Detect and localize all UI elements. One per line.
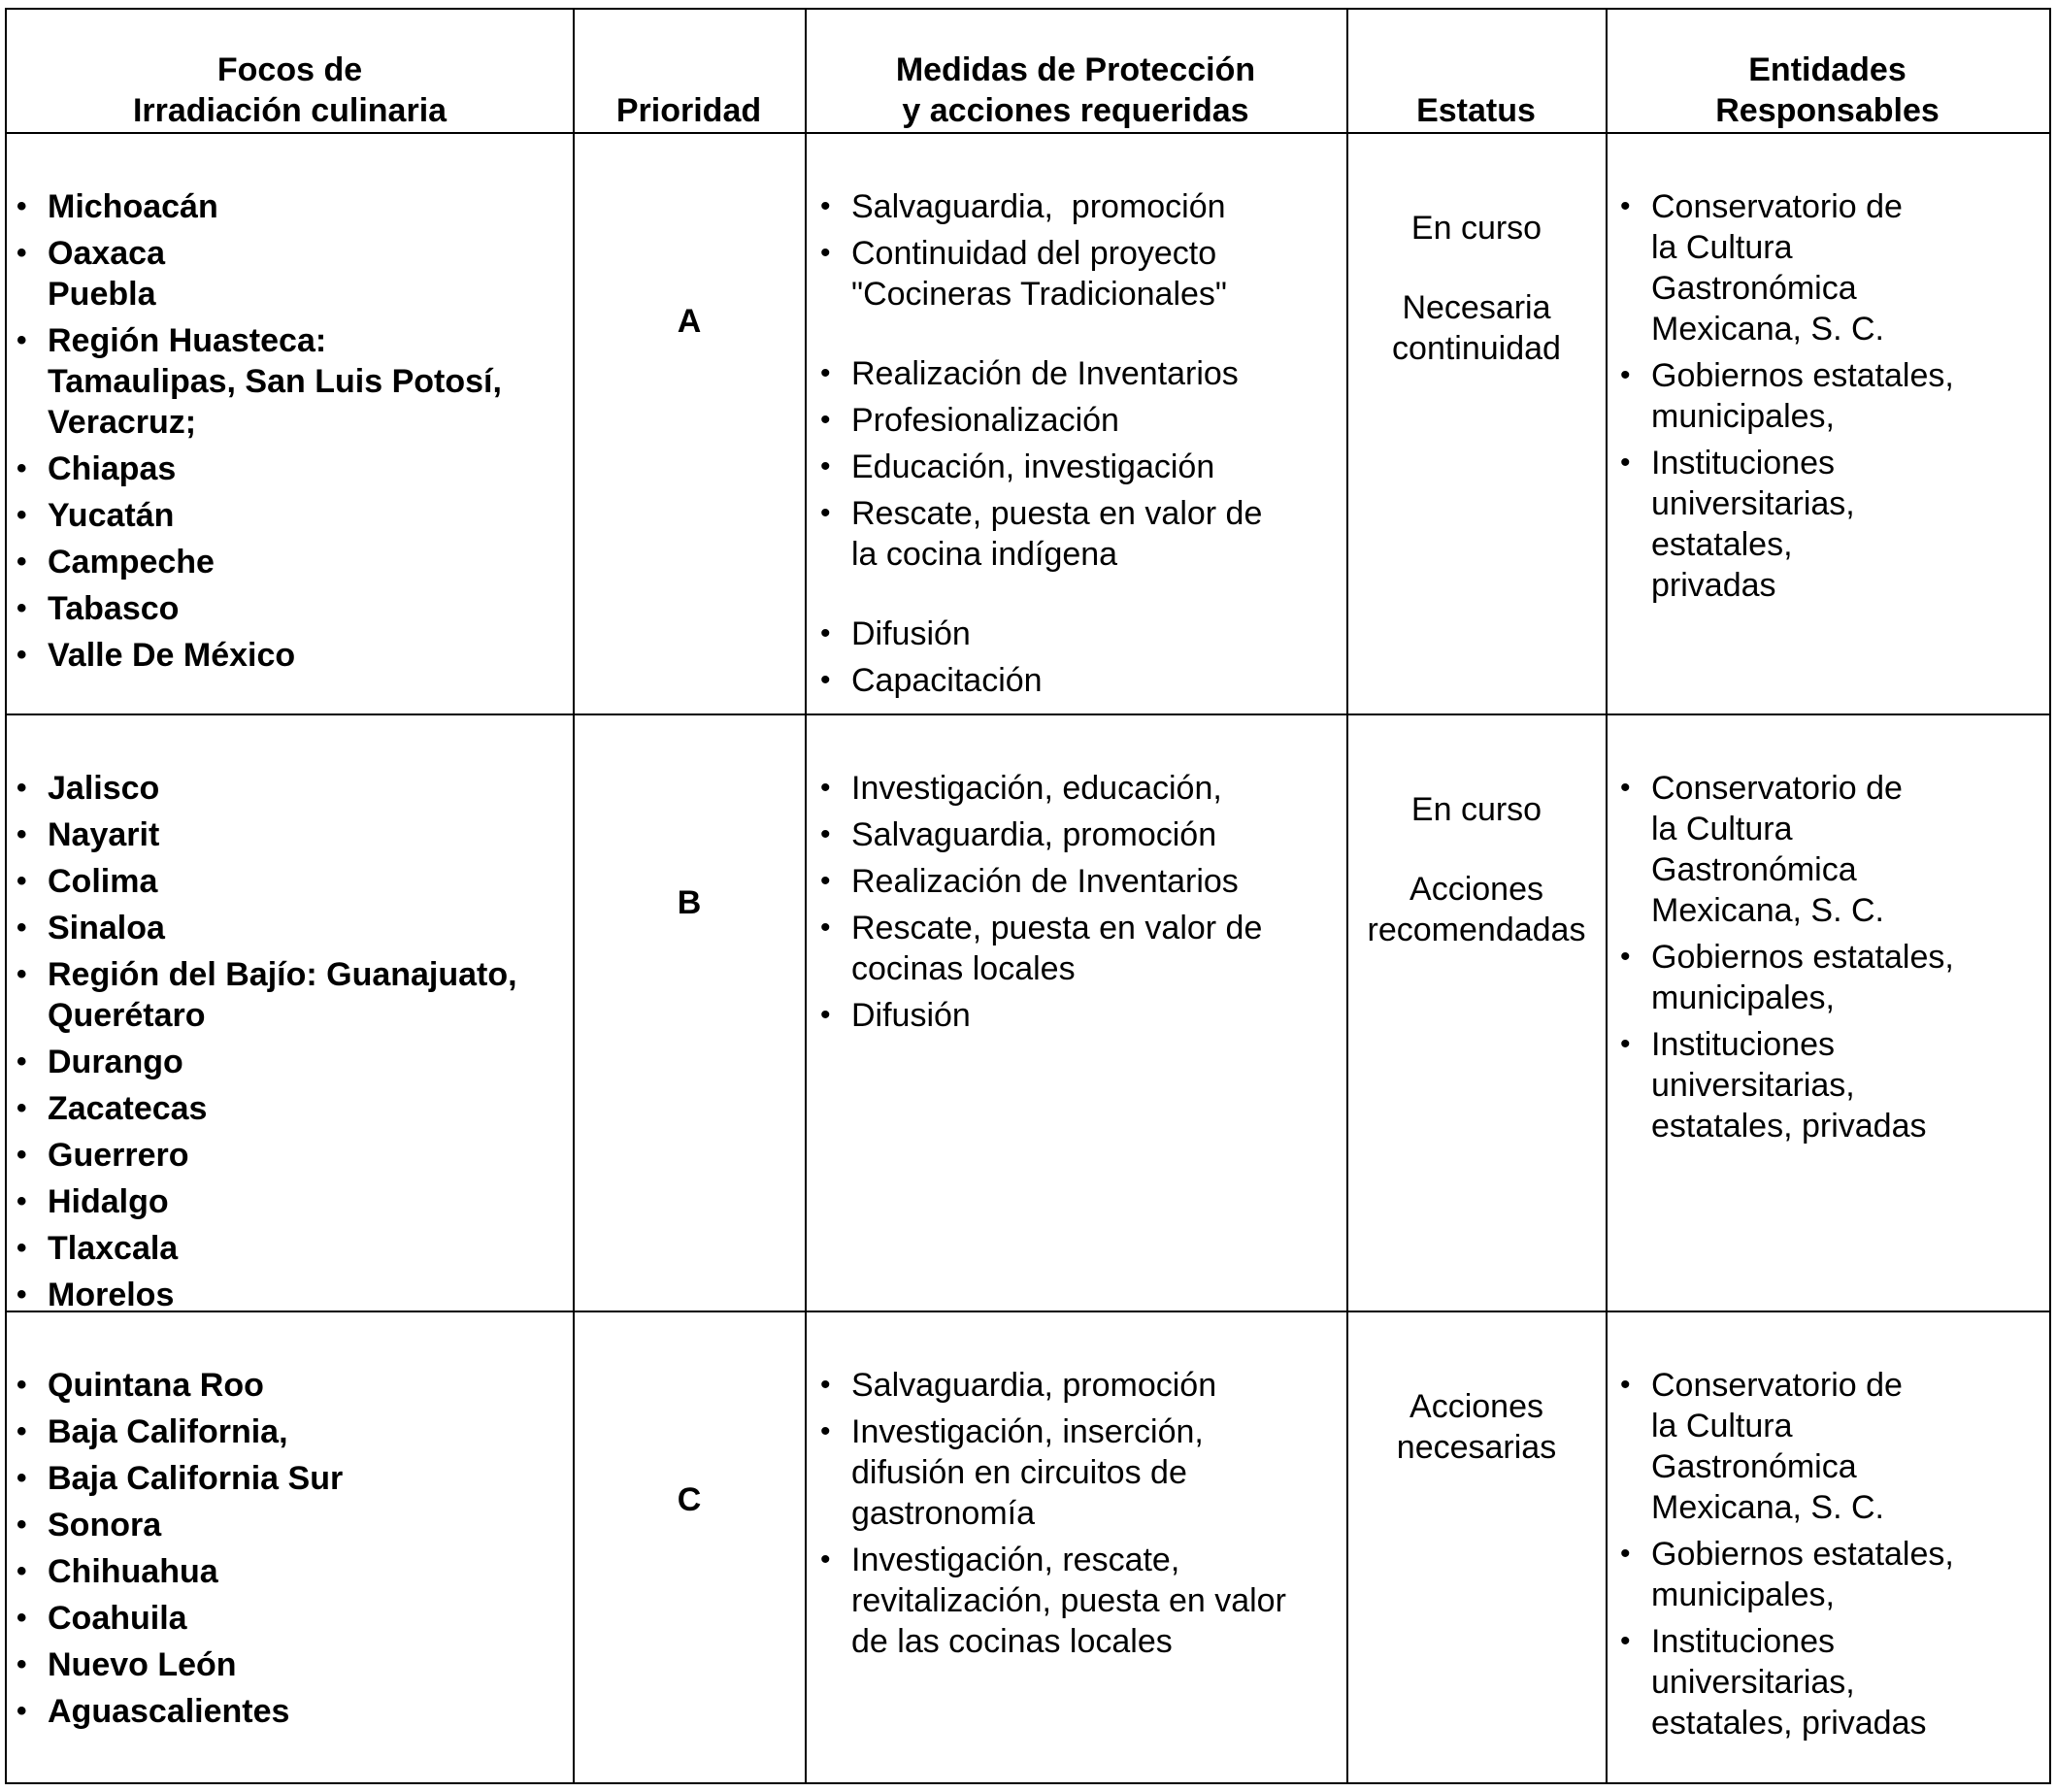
list-item (7, 186, 570, 227)
entidades-item-text: Instituciones universitarias, estatales, privadas (1651, 445, 1855, 604)
list-item (7, 1598, 570, 1639)
entidades-item-text: Gobiernos estatales, municipales, (1651, 357, 1954, 435)
medidas-item-text: Salvaguardia, promoción (851, 1367, 1217, 1404)
list-item (1610, 1621, 2047, 1743)
bullet-icon: • (820, 1415, 831, 1447)
list-item (7, 588, 570, 629)
medidas-cell (811, 1365, 1344, 1668)
list-item (7, 1181, 570, 1222)
focos-item-text: Quintana Roo (48, 1367, 264, 1404)
focos-cell (7, 186, 570, 681)
bullet-icon: • (820, 772, 831, 804)
list-item (811, 353, 1344, 394)
medidas-item-text: Difusión (851, 997, 971, 1034)
list-item (7, 542, 570, 582)
header-entidades-text: Entidades Responsables (1715, 51, 1940, 129)
focos-item-text: Jalisco (48, 770, 160, 807)
entidades-item-text: Gobiernos estatales, municipales, (1651, 1536, 1954, 1613)
list-item (7, 768, 570, 809)
focos-item-text: Coahuila (48, 1600, 187, 1637)
header-focos (7, 10, 573, 134)
medidas-item-text: Difusión (851, 615, 971, 652)
list-item (811, 447, 1344, 487)
bullet-icon: • (1620, 1538, 1631, 1570)
focos-item-text: Guerrero (48, 1137, 189, 1174)
status-cell (1346, 789, 1607, 950)
medidas-item-text: Capacitación (851, 662, 1043, 699)
priority-value: C (677, 1481, 702, 1518)
entidades-item-text: Conservatorio de la Cultura Gastronómica Mexicana, S. C. (1651, 770, 1903, 929)
status-cell (1346, 208, 1607, 369)
entidades-cell (1610, 1365, 2047, 1749)
focos-item-text: Chiapas (48, 450, 177, 487)
bullet-icon: • (17, 592, 27, 624)
bullet-icon: • (820, 357, 831, 389)
focos-list (7, 1365, 570, 1732)
bullet-icon: • (820, 617, 831, 649)
bullet-icon: • (17, 1695, 27, 1727)
focos-item-text: Tabasco (48, 590, 180, 627)
bullet-icon: • (820, 404, 831, 436)
list-item (7, 908, 570, 948)
bullet-icon: • (820, 999, 831, 1031)
bullet-icon: • (1620, 359, 1631, 391)
bullet-icon: • (17, 772, 27, 804)
focos-item-text: Morelos (48, 1277, 175, 1313)
medidas-item-text: Educación, investigación (851, 448, 1215, 485)
list-item (1610, 1534, 2047, 1615)
focos-item-text: Zacatecas (48, 1090, 208, 1127)
header-medidas-text: Medidas de Protección y acciones requeridas (895, 51, 1256, 129)
status-text: En curso (1410, 210, 1542, 247)
list-item (7, 1365, 570, 1406)
bullet-icon: • (17, 1232, 27, 1264)
bullet-icon: • (17, 324, 27, 356)
bullet-icon: • (1620, 447, 1631, 479)
focos-item-text: Sonora (48, 1507, 162, 1543)
bullet-icon: • (17, 1185, 27, 1217)
header-prioridad-text: Prioridad (615, 92, 762, 129)
priority-table (5, 8, 2051, 1784)
focos-item-text: Nayarit (48, 816, 160, 853)
bullet-icon: • (1620, 941, 1631, 973)
entidades-item-text: Conservatorio de la Cultura Gastronómica Mexicana, S. C. (1651, 1367, 1903, 1526)
header-focos-text: Focos de Irradiación culinaria (132, 51, 448, 129)
list-item (1610, 186, 2047, 349)
list-item (1610, 1024, 2047, 1146)
bullet-icon: • (1620, 772, 1631, 804)
entidades-list (1610, 186, 2047, 606)
focos-item-text: Campeche (48, 544, 215, 581)
bullet-icon: • (820, 1369, 831, 1401)
focos-item-text: Tlaxcala (48, 1230, 179, 1267)
focos-item-text: Nuevo León (48, 1646, 237, 1683)
list-item (7, 1135, 570, 1176)
priority-value: A (677, 303, 702, 340)
entidades-item-text: Instituciones universitarias, estatales, privadas (1651, 1623, 1927, 1742)
list-item (7, 954, 570, 1036)
focos-item-text: Región del Bajío: Guanajuato, Querétaro (48, 956, 517, 1034)
list-item (1610, 1365, 2047, 1528)
list-item (811, 400, 1344, 441)
list-item (811, 768, 1344, 809)
focos-item-text: Aguascalientes (48, 1693, 290, 1730)
bullet-icon: • (17, 190, 27, 222)
row-divider (7, 713, 2049, 715)
list-item (7, 320, 570, 443)
list-item (811, 814, 1344, 855)
focos-cell (7, 1365, 570, 1738)
bullet-icon: • (17, 1462, 27, 1494)
entidades-list (1610, 768, 2047, 1146)
entidades-cell (1610, 768, 2047, 1152)
entidades-list (1610, 1365, 2047, 1743)
header-medidas (805, 10, 1346, 134)
list-item (1610, 937, 2047, 1018)
list-item (7, 1551, 570, 1592)
list-item (7, 1228, 570, 1269)
focos-list (7, 186, 570, 676)
header-entidades (1606, 10, 2049, 134)
list-item (1610, 355, 2047, 437)
bullet-icon: • (17, 865, 27, 897)
medidas-item-text: Investigación, educación, (851, 770, 1222, 807)
list-item (7, 233, 570, 315)
bullet-icon: • (1620, 1625, 1631, 1657)
bullet-icon: • (17, 1415, 27, 1447)
list-item (811, 861, 1344, 902)
list-item (7, 1088, 570, 1129)
bullet-icon: • (17, 1139, 27, 1171)
status-text: Acciones recomendadas (1367, 871, 1586, 948)
list-item (7, 1275, 570, 1315)
list-item (811, 1540, 1344, 1662)
bullet-icon: • (820, 664, 831, 696)
entidades-item-text: Conservatorio de la Cultura Gastronómica Mexicana, S. C. (1651, 188, 1903, 348)
focos-item-text: Región Huasteca: Tamaulipas, San Luis Potosí, Veracruz; (48, 322, 502, 441)
list-item (811, 995, 1344, 1036)
bullet-icon: • (17, 1555, 27, 1587)
medidas-item-text: Salvaguardia, promoción (851, 816, 1217, 853)
list-item (7, 1411, 570, 1452)
bullet-icon: • (17, 1602, 27, 1634)
focos-item-text: Hidalgo (48, 1183, 169, 1220)
priority-value: B (677, 884, 702, 921)
medidas-item-text: Investigación, rescate, revitalización, puesta en valor de las cocinas locales (851, 1542, 1286, 1660)
list-item (811, 614, 1344, 654)
bullet-icon: • (17, 499, 27, 531)
list-item (1610, 768, 2047, 931)
medidas-item-text: Rescate, puesta en valor de la cocina indígena (851, 495, 1263, 573)
list-item (1610, 443, 2047, 606)
focos-item-text: Michoacán (48, 188, 218, 225)
medidas-item-text: Realización de Inventarios (851, 863, 1239, 900)
medidas-list (811, 186, 1344, 701)
bullet-icon: • (17, 1278, 27, 1311)
medidas-cell (811, 186, 1344, 707)
focos-item-text: Sinaloa (48, 910, 165, 946)
bullet-icon: • (820, 190, 831, 222)
list-item (7, 1042, 570, 1082)
status-text: Acciones necesarias (1396, 1388, 1557, 1466)
bullet-icon: • (820, 1543, 831, 1576)
list-item (811, 493, 1344, 575)
list-item (811, 1411, 1344, 1534)
bullet-icon: • (1620, 1369, 1631, 1401)
bullet-icon: • (17, 1092, 27, 1124)
medidas-list (811, 1365, 1344, 1662)
bullet-icon: • (820, 237, 831, 269)
list-item (7, 1691, 570, 1732)
medidas-cell (811, 768, 1344, 1042)
bullet-icon: • (17, 818, 27, 850)
bullet-icon: • (17, 639, 27, 671)
focos-item-text: Colima (48, 863, 158, 900)
list-item (811, 1365, 1344, 1406)
focos-item-text: Oaxaca Puebla (48, 235, 165, 313)
focos-item-text: Valle De México (48, 637, 296, 674)
entidades-item-text: Gobiernos estatales, municipales, (1651, 939, 1954, 1016)
medidas-item-text: Continuidad del proyecto "Cocineras Tradicionales" (851, 235, 1227, 313)
bullet-icon: • (820, 818, 831, 850)
list-item (811, 186, 1344, 227)
list-item (7, 1644, 570, 1685)
focos-item-text: Yucatán (48, 497, 175, 534)
list-item (811, 233, 1344, 315)
status-text: Necesaria continuidad (1392, 289, 1561, 367)
entidades-item-text: Instituciones universitarias, estatales, privadas (1651, 1026, 1927, 1145)
bullet-icon: • (820, 450, 831, 482)
list-item (7, 635, 570, 676)
list-item (7, 1505, 570, 1545)
focos-item-text: Baja California Sur (48, 1460, 344, 1497)
focos-cell (7, 768, 570, 1321)
focos-item-text: Durango (48, 1044, 183, 1080)
bullet-icon: • (1620, 190, 1631, 222)
header-estatus-text: Estatus (1416, 92, 1536, 129)
bullet-icon: • (17, 452, 27, 484)
medidas-list (811, 768, 1344, 1036)
bullet-icon: • (17, 958, 27, 990)
bullet-icon: • (17, 1648, 27, 1680)
list-item (7, 861, 570, 902)
list-item (811, 660, 1344, 701)
medidas-item-text: Investigación, inserción, difusión en circuitos de gastronomía (851, 1413, 1204, 1532)
bullet-icon: • (820, 912, 831, 944)
status-cell (1346, 1386, 1607, 1468)
focos-list (7, 768, 570, 1315)
medidas-item-text: Profesionalización (851, 402, 1119, 439)
list-item (7, 814, 570, 855)
list-item (7, 495, 570, 536)
status-text: En curso (1410, 791, 1542, 828)
bullet-icon: • (1620, 1028, 1631, 1060)
bullet-icon: • (17, 546, 27, 578)
bullet-icon: • (17, 1045, 27, 1078)
bullet-icon: • (820, 865, 831, 897)
bullet-icon: • (17, 1369, 27, 1401)
focos-item-text: Chihuahua (48, 1553, 218, 1590)
bullet-icon: • (820, 497, 831, 529)
bullet-icon: • (17, 912, 27, 944)
header-estatus (1346, 10, 1606, 134)
header-prioridad (573, 10, 805, 134)
bullet-icon: • (17, 237, 27, 269)
list-item (811, 908, 1344, 989)
medidas-item-text: Realización de Inventarios (851, 355, 1239, 392)
entidades-cell (1610, 186, 2047, 612)
medidas-item-text: Rescate, puesta en valor de cocinas locales (851, 910, 1263, 987)
list-item (7, 1458, 570, 1499)
focos-item-text: Baja California, (48, 1413, 288, 1450)
list-item (7, 448, 570, 489)
bullet-icon: • (17, 1509, 27, 1541)
medidas-item-text: Salvaguardia, promoción (851, 188, 1226, 225)
